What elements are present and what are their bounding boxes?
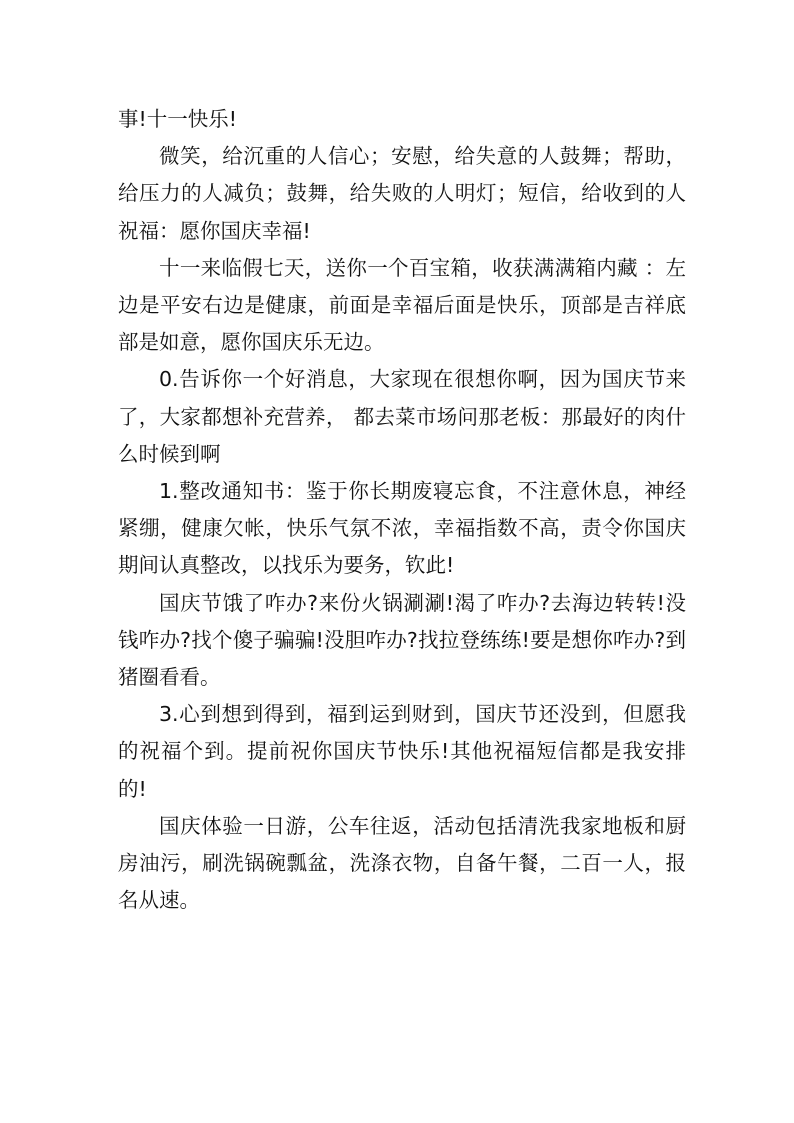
- paragraph-2: 微笑，给沉重的人信心；安慰，给失意的人鼓舞；帮助，给压力的人减负；鼓舞，给失败的人明灯；短信，给收到的人祝福：愿你国庆幸福!: [118, 144, 686, 243]
- paragraph-1: 事!十一快乐!: [118, 107, 237, 131]
- paragraph-4: 0.告诉你一个好消息，大家现在很想你啊，因为国庆节来了，大家都想补充营养， 都去菜市场问那老板：那最好的肉什么时候到啊: [118, 367, 686, 466]
- paragraph-8: 国庆体验一日游，公车往返，活动包括清洗我家地板和厨房油污，刷洗锅碗瓢盆，洗涤衣物，自备午餐，二百一人，报名从速。: [118, 813, 686, 913]
- paragraph-5: 1.整改通知书：鉴于你长期废寝忘食，不注意休息，神经紧绷，健康欠帐，快乐气氛不浓，幸福指数不高，责令你国庆期间认真整改，以找乐为要务，钦此!: [118, 479, 686, 578]
- paragraph-6: 国庆节饿了咋办?来份火锅涮涮!渴了咋办?去海边转转!没钱咋办?找个傻子骗骗!没胆咋办?找拉登练练!要是想你咋办?到猪圈看看。: [118, 590, 686, 690]
- paragraph-7: 3.心到想到得到，福到运到财到，国庆节还没到，但愿我的祝福个到。提前祝你国庆节快乐!其他祝福短信都是我安排的!: [118, 702, 686, 801]
- paragraph-3: 十一来临假七天，送你一个百宝箱，收获满满箱内藏 ：左边是平安右边是健康，前面是幸福后面是快乐，顶部是吉祥底部是如意，愿你国庆乐无边。: [118, 255, 686, 355]
- document-body: [118, 101, 686, 919]
